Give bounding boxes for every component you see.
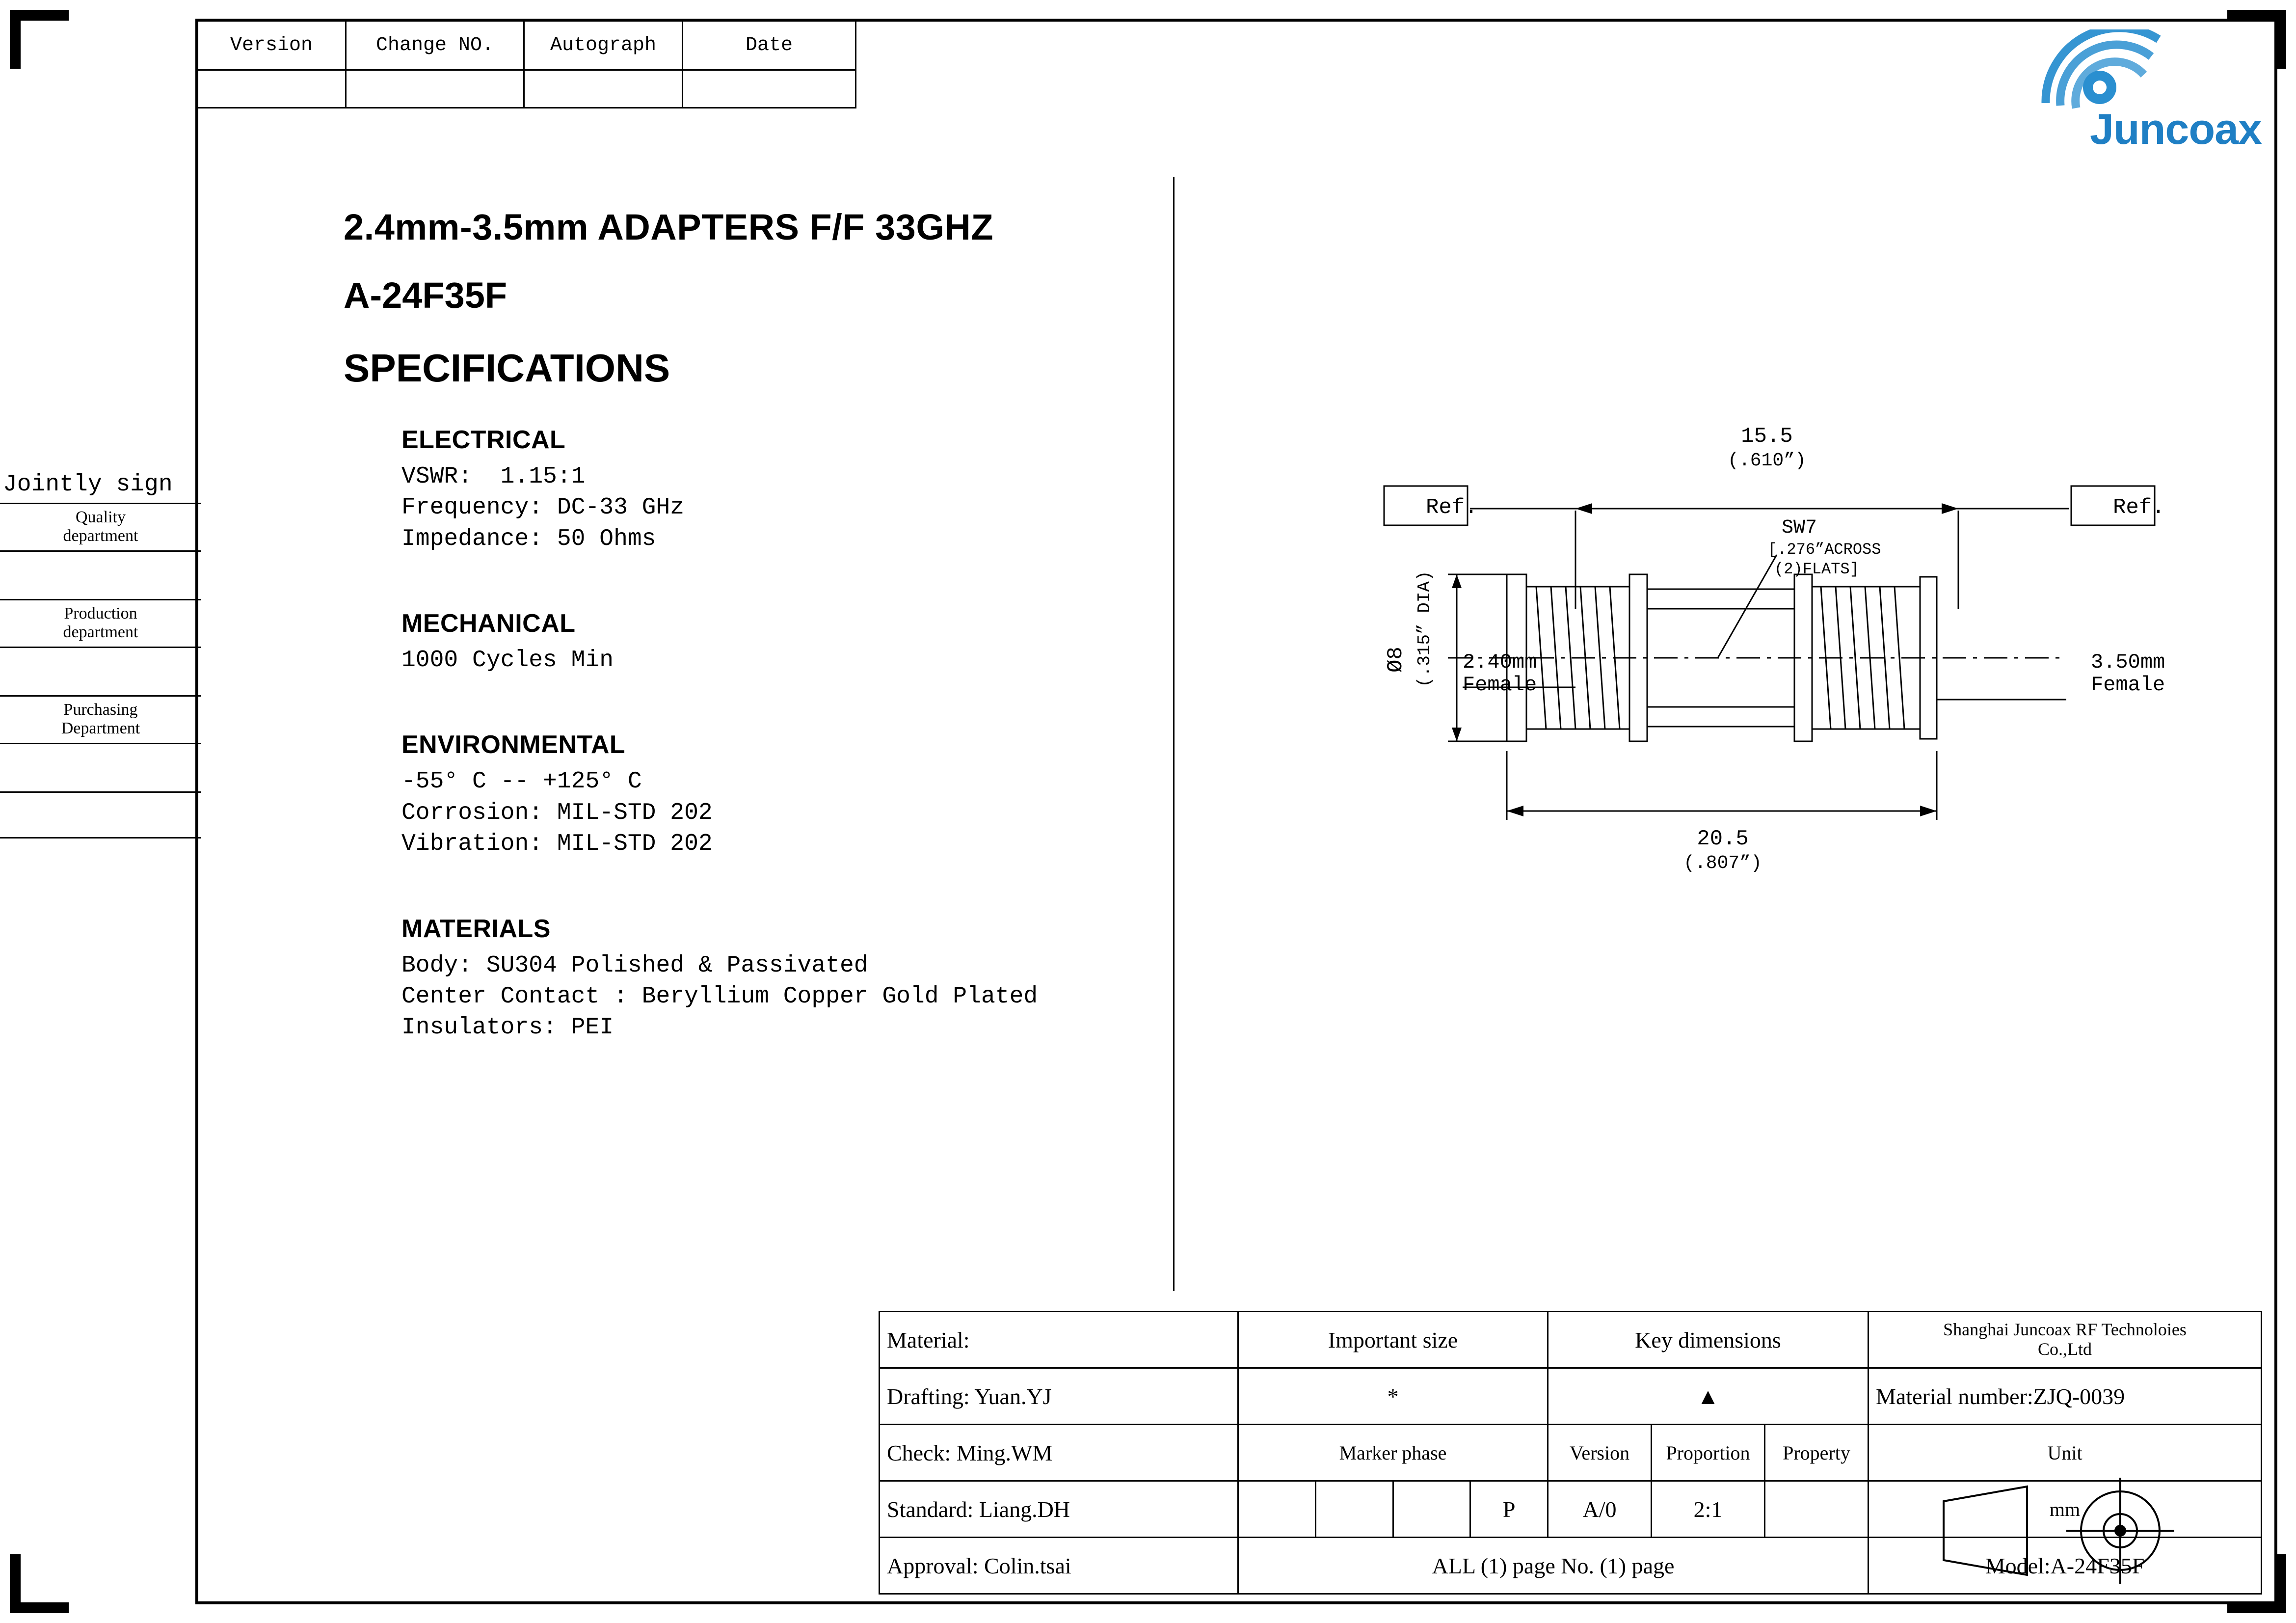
revision-header-version: Version	[197, 21, 346, 70]
spec-group-environmental	[344, 730, 1158, 860]
version-value: A/0	[1548, 1481, 1652, 1538]
spec-line: Center Contact : Beryllium Copper Gold Plated	[401, 983, 1038, 1010]
left-port-label-line2: Female	[1463, 673, 1537, 697]
specifications-panel	[344, 206, 1158, 1044]
dim-bottom-inch: (.807”)	[1683, 853, 1762, 874]
property-value	[1765, 1481, 1869, 1538]
product-title: 2.4mm-3.5mm ADAPTERS F/F 33GHZ	[344, 207, 994, 247]
sign-department-purchasing	[0, 697, 201, 738]
proportion-header: Proportion	[1652, 1425, 1765, 1481]
left-port-label-line1: 2.40mm	[1463, 650, 1537, 674]
part-number: A-24F35F	[344, 275, 507, 316]
revision-header-date: Date	[683, 21, 856, 70]
adapter-technical-drawing	[1301, 412, 2233, 903]
revision-header-change-no: Change NO.	[346, 21, 524, 70]
sign-department-quality-line1: Quality	[76, 508, 126, 526]
flat-note-2: (2)FLATS]	[1774, 560, 1859, 578]
marker-cell-2	[1315, 1481, 1393, 1538]
revision-value-date	[683, 70, 856, 108]
revision-value-autograph	[524, 70, 683, 108]
divider	[0, 837, 201, 839]
unit-value: mm	[1869, 1481, 2262, 1538]
spec-group-electrical	[344, 425, 1158, 555]
page-info: ALL (1) page No. (1) page	[1238, 1538, 1869, 1594]
property-header: Property	[1765, 1425, 1869, 1481]
key-dimensions-mark: ▲	[1548, 1368, 1869, 1425]
jointly-sign-block	[0, 471, 201, 839]
marker-cell-3	[1393, 1481, 1470, 1538]
spec-group-heading: MATERIALS	[401, 914, 551, 943]
marker-cell-4: P	[1470, 1481, 1548, 1538]
table-row	[880, 1368, 2262, 1425]
ref-label-right: Ref.	[2113, 495, 2165, 520]
table-row	[880, 1312, 2262, 1368]
table-row	[197, 21, 856, 70]
important-size-header: Important size	[1238, 1312, 1548, 1368]
first-angle-projection-icon	[1929, 1472, 2248, 1595]
approval-label: Approval: Colin.tsai	[880, 1538, 1238, 1594]
dim-bottom-value: 20.5	[1697, 827, 1749, 851]
specifications-heading: SPECIFICATIONS	[344, 346, 670, 390]
revision-value-change-no	[346, 70, 524, 108]
logo-text: Juncoax	[2089, 105, 2262, 153]
diameter-inch: (.315” DIA)	[1415, 570, 1435, 687]
spec-line: Frequency: DC-33 GHz	[401, 494, 685, 521]
sign-department-production	[0, 600, 201, 642]
spec-line: 1000 Cycles Min	[401, 647, 614, 674]
right-port-label-line1: 3.50mm	[2091, 650, 2165, 674]
diameter-label: Ø8	[1384, 647, 1408, 673]
table-row	[197, 70, 856, 108]
spec-group-heading: ENVIRONMENTAL	[401, 730, 626, 759]
marker-phase-header: Marker phase	[1238, 1425, 1548, 1481]
adapter-drawing-svg	[1301, 412, 2233, 903]
proportion-value: 2:1	[1652, 1481, 1765, 1538]
drafting-label: Drafting: Yuan.YJ	[880, 1368, 1238, 1425]
spec-line: Vibration: MIL-STD 202	[401, 831, 713, 858]
company-name	[1869, 1312, 2262, 1368]
revision-table	[196, 20, 856, 108]
panel-divider	[1173, 177, 1175, 1291]
flat-label: SW7	[1782, 517, 1817, 539]
sign-department-production-line2: department	[63, 623, 138, 642]
dim-top-value: 15.5	[1741, 424, 1793, 449]
spec-line: Impedance: 50 Ohms	[401, 525, 656, 552]
spec-line: Insulators: PEI	[401, 1014, 614, 1041]
company-name-line1: Shanghai Juncoax RF Technoloies	[1943, 1320, 2187, 1340]
company-logo	[2006, 29, 2262, 157]
key-dimensions-header: Key dimensions	[1548, 1312, 1869, 1368]
spec-group-heading: MECHANICAL	[401, 609, 576, 638]
spec-line: VSWR: 1.15:1	[401, 463, 586, 490]
revision-header-autograph: Autograph	[524, 21, 683, 70]
version-header: Version	[1548, 1425, 1652, 1481]
check-label: Check: Ming.WM	[880, 1425, 1238, 1481]
spec-line: -55° C -- +125° C	[401, 768, 642, 795]
sign-department-purchasing-line1: Purchasing	[63, 701, 138, 719]
sign-department-quality	[0, 504, 201, 545]
right-port-label-line2: Female	[2091, 673, 2165, 697]
unit-header: Unit	[1869, 1425, 2262, 1481]
material-number: Material number:ZJQ-0039	[1869, 1368, 2262, 1425]
corner-mark-top-left	[10, 10, 69, 69]
ref-label-left: Ref.	[1426, 495, 1478, 520]
model-name: Model:A-24F35F	[1869, 1538, 2262, 1594]
flat-note-1: [.276”ACROSS	[1768, 541, 1881, 559]
important-size-mark: *	[1238, 1368, 1548, 1425]
company-name-line2: Co.,Ltd	[2037, 1339, 2092, 1359]
spec-group-heading: ELECTRICAL	[401, 426, 566, 454]
standard-label: Standard: Liang.DH	[880, 1481, 1238, 1538]
spec-group-materials	[344, 914, 1158, 1044]
dim-top-inch: (.610”)	[1728, 450, 1806, 471]
sign-department-quality-line2: department	[63, 527, 138, 545]
projection-symbol	[1929, 1472, 2248, 1595]
corner-mark-bottom-left	[10, 1554, 69, 1613]
sign-department-purchasing-line2: Department	[61, 719, 140, 738]
jointly-sign-title: Jointly sign	[3, 471, 173, 498]
material-label: Material:	[880, 1312, 1238, 1368]
revision-value-version	[197, 70, 346, 108]
marker-cell-1	[1238, 1481, 1316, 1538]
spec-line: Corrosion: MIL-STD 202	[401, 799, 713, 826]
spec-group-mechanical	[344, 609, 1158, 676]
sign-department-production-line1: Production	[64, 604, 137, 623]
spec-line: Body: SU304 Polished & Passivated	[401, 952, 868, 979]
